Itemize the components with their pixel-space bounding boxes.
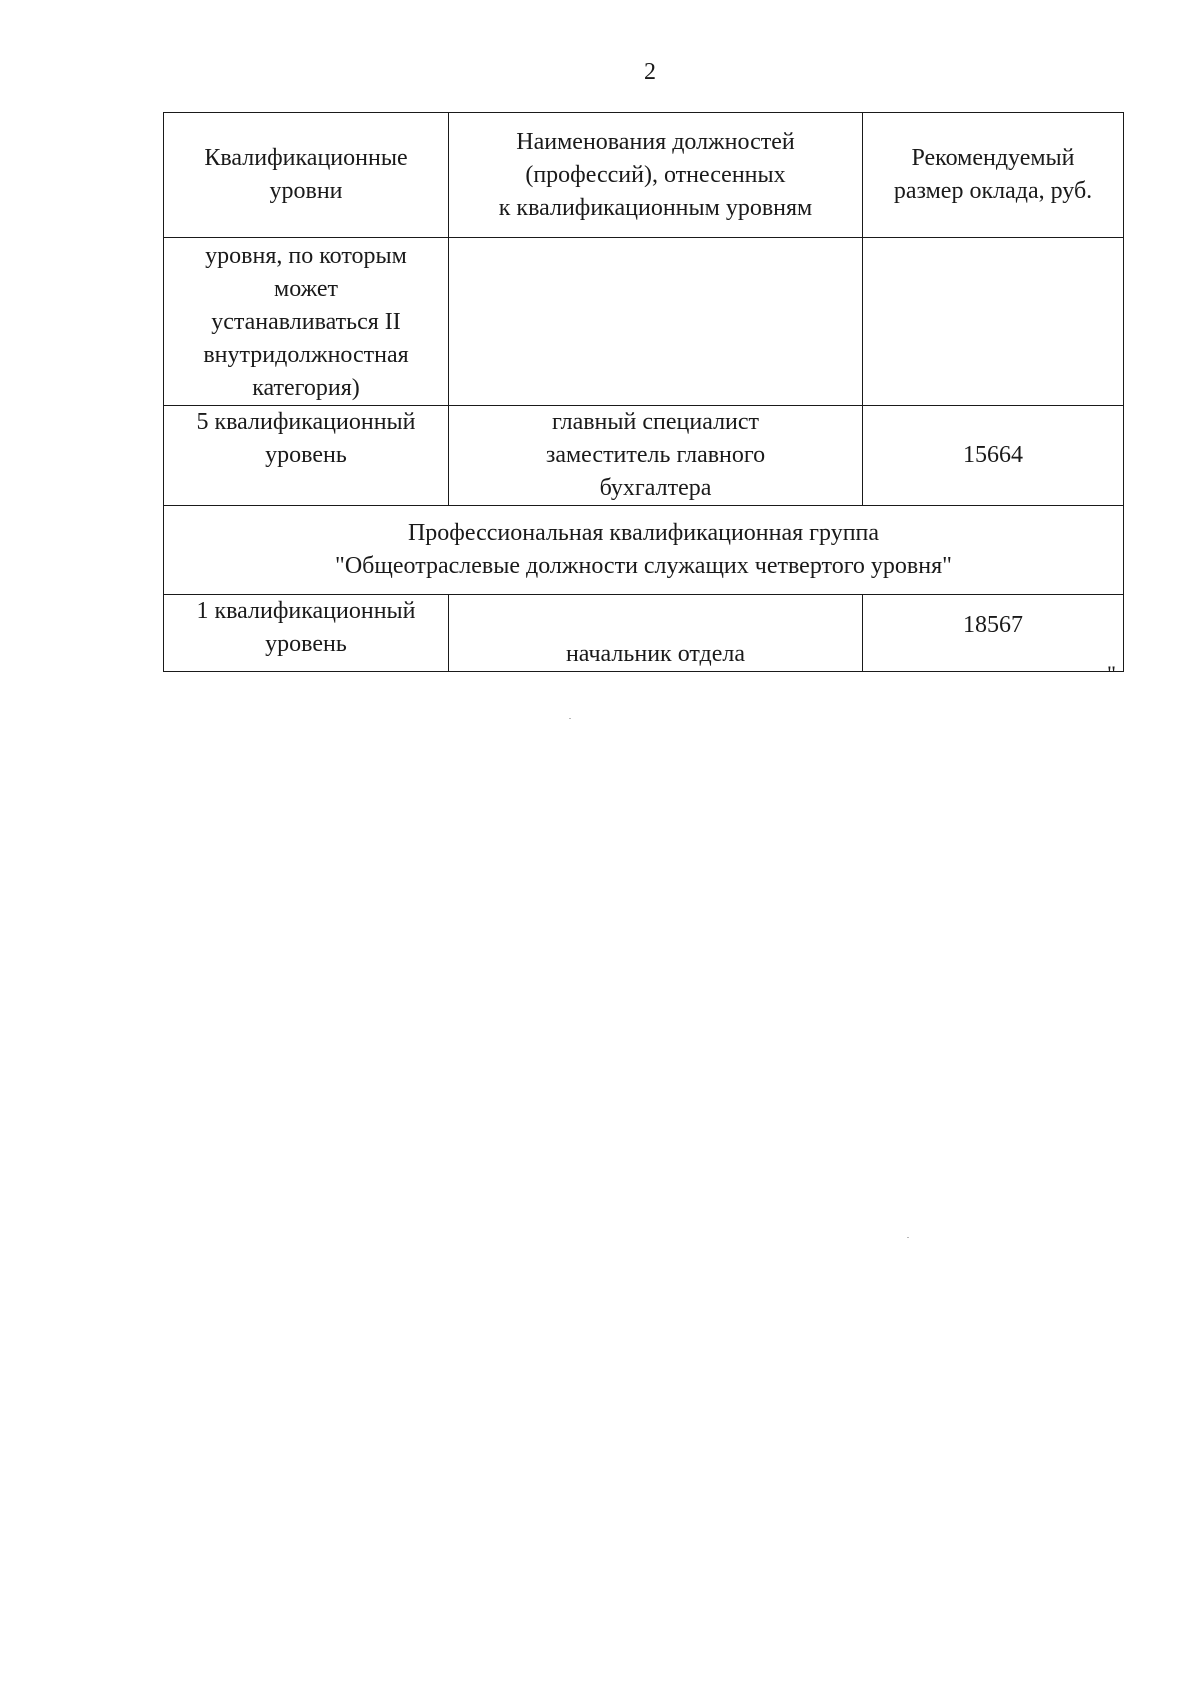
table-header-row: [164, 113, 1124, 238]
scan-speck: [569, 718, 571, 719]
cell-level: 1 квалификационный уровень: [164, 595, 449, 672]
cell-level: уровня, по которым может устанавливаться II внутридолжностная категория): [164, 238, 449, 406]
table-row: [164, 406, 1124, 506]
cell-positions: начальник отдела: [449, 595, 863, 672]
header-recommended-salary: Рекомендуемый размер оклада, руб.: [863, 113, 1124, 238]
cell-level: 5 квалификационный уровень: [164, 406, 449, 506]
header-position-names: Наименования должностей (профессий), отнесенных к квалификационным уровням: [449, 113, 863, 238]
cell-salary: [863, 238, 1124, 406]
cell-positions: [449, 238, 863, 406]
cell-salary: 18567: [863, 595, 1124, 672]
group-heading: Профессиональная квалификационная группа "Общеотраслевые должности служащих четвертого уровня": [164, 506, 1124, 595]
table-row: [164, 238, 1124, 406]
scan-speck: [907, 1237, 909, 1238]
group-heading-row: [164, 506, 1124, 595]
table-row: [164, 595, 1124, 672]
cell-positions: главный специалист заместитель главного бухгалтера: [449, 406, 863, 506]
salary-table: [163, 112, 1124, 672]
cell-salary: 15664: [863, 406, 1124, 506]
page-number: 2: [644, 59, 656, 85]
closing-quote-mark: ": [1107, 661, 1116, 686]
header-qualification-levels: Квалификационные уровни: [164, 113, 449, 238]
